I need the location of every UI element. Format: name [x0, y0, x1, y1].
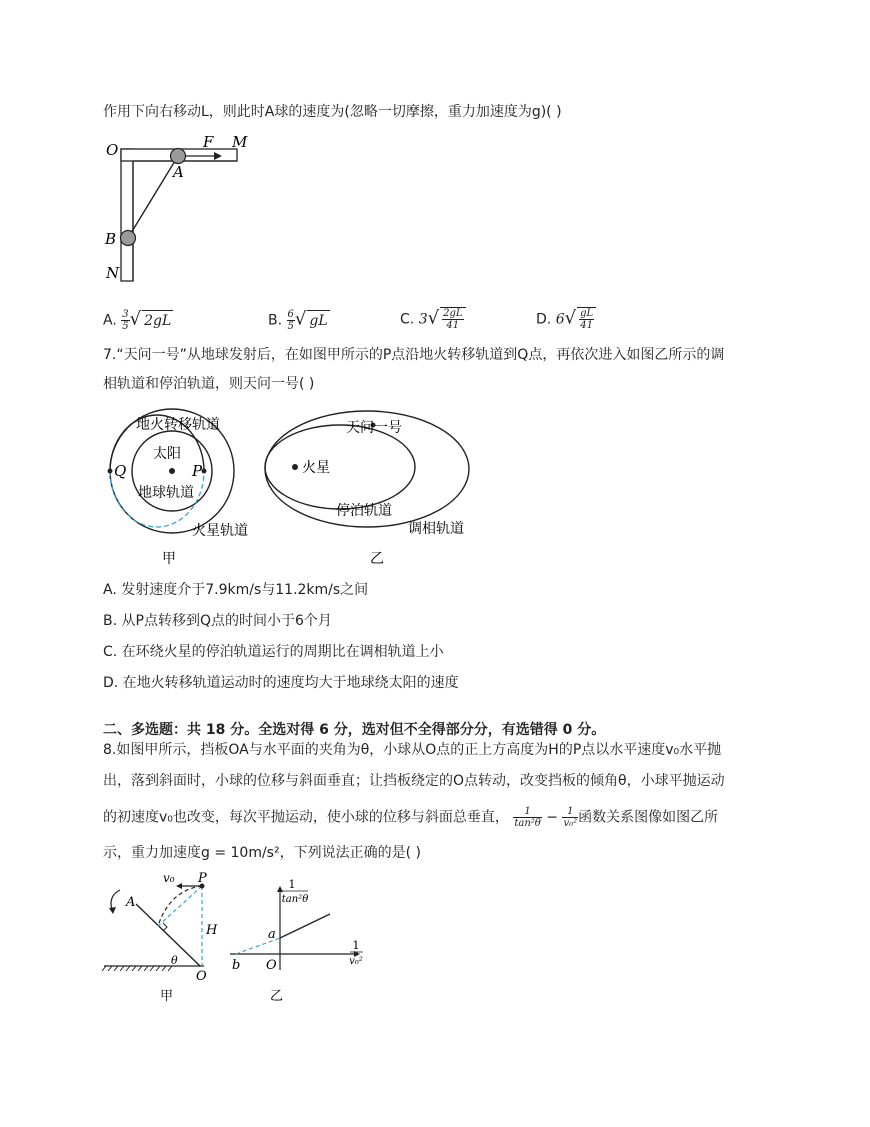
q7-stem-line2: 相轨道和停泊轨道，则天问一号( ) [103, 376, 315, 392]
label-phasing-orbit: 调相轨道 [408, 521, 464, 537]
radical-icon: √ [427, 307, 440, 329]
q7-figure-yi [262, 405, 477, 570]
y-label-num: 1 [288, 878, 296, 891]
label-v0: v₀ [163, 871, 175, 885]
q6-option-d[interactable]: D. 6√ $\frac{gL}{41}$ [536, 307, 596, 331]
point-q [108, 469, 113, 474]
q8-line3: 的初速度v₀也改变，每次平抛运动，使小球的位移与斜面总垂直， $\frac{1}{\text{tan²θ}}$ − $\frac{1}{\text{v₀²}}$ 函数关系图像如图乙所 [103, 806, 719, 829]
x-label-num: 1 [352, 939, 360, 952]
q6-option-b[interactable]: B. $\frac{6}{5}$ √ gL [268, 308, 328, 332]
label-f: F [203, 133, 214, 151]
label-mars: 火星 [302, 460, 330, 476]
caption-yi: 乙 [370, 551, 384, 567]
label-o: O [106, 141, 119, 159]
label-mars-orbit: 火星轨道 [192, 523, 248, 539]
frac-tan: $\frac{1}{\text{tan²θ}}$ [514, 806, 541, 829]
frac-v0: $\frac{1}{\text{v₀²}}$ [563, 806, 578, 829]
label-a: a [268, 927, 276, 942]
parking-orbit-ellipse [265, 425, 415, 509]
sun-dot [169, 468, 175, 474]
label-h: H [206, 923, 218, 938]
label-m: M [232, 133, 248, 151]
rod-ab [128, 156, 178, 238]
q6-stem-tail: 作用下向右移动L，则此时A球的速度为(忽略一切摩擦，重力加速度为g)( ) [103, 104, 562, 120]
y-label-den: tan²θ [281, 894, 309, 905]
label-p: P [198, 871, 207, 886]
label-q: Q [114, 462, 127, 480]
mars-dot [292, 464, 298, 470]
q8-line2: 出，落到斜面时，小球的位移与斜面垂直；让挡板绕定的O点转动，改变挡板的倾角θ，小球平抛运动 [103, 773, 725, 789]
label-parking-orbit: 停泊轨道 [336, 503, 392, 519]
q7-option-a[interactable]: A. 发射速度介于7.9km/s与11.2km/s之间 [103, 582, 369, 598]
x-label-den: v₀² [349, 956, 363, 967]
caption-jia: 甲 [162, 551, 176, 567]
q7-option-b[interactable]: B. 从P点转移到Q点的时间小于6个月 [103, 613, 332, 629]
label-transfer-orbit: 地火转移轨道 [136, 417, 220, 433]
q7-option-c[interactable]: C. 在环绕火星的停泊轨道运行的周期比在调相轨道上小 [103, 644, 444, 660]
board-oa [136, 904, 200, 966]
section-heading: 二、多选题：共 18 分。全选对得 6 分，选对但不全得部分分，有选错得 0 分。 [103, 722, 606, 738]
displacement-line [158, 886, 202, 926]
label-b: B [105, 230, 117, 248]
q8-figure-yi [226, 870, 376, 1008]
graph-line [280, 914, 330, 938]
vertical-rail [121, 149, 133, 281]
radical-icon: √ [294, 308, 307, 330]
velocity-arrow-icon [176, 883, 182, 889]
radical-icon: √ [129, 308, 142, 330]
q8-figure-jia [100, 868, 225, 1008]
q7-figure-jia [100, 405, 260, 570]
caption-jia: 甲 [160, 989, 174, 1004]
radical-icon: √ [564, 307, 577, 329]
label-earth-orbit: 地球轨道 [138, 485, 194, 501]
q8-line4: 示，重力加速度g = 10m/s²，下列说法正确的是( ) [103, 845, 421, 861]
q7-option-d[interactable]: D. 在地火转移轨道运动时的速度均大于地球绕太阳的速度 [103, 675, 459, 691]
ball-a [171, 149, 186, 164]
label-probe: 天问一号 [346, 420, 402, 436]
label-theta: θ [171, 954, 178, 967]
q6-option-c[interactable]: C. 3√ $\frac{2gL}{41}$ [400, 307, 466, 331]
label-p: P [192, 462, 203, 480]
q7-stem-line1: 7.“天问一号”从地球发射后，在如图甲所示的P点沿地火转移轨道到Q点，再依次进入如图乙所示的调 [103, 347, 725, 363]
ball-b [121, 231, 136, 246]
rotation-arrow-icon [111, 890, 120, 910]
label-o: O [266, 958, 277, 973]
q6-option-a[interactable]: A. $\frac{3}{5}$ √ 2gL [103, 308, 172, 332]
q8-line1: 8.如图甲所示，挡板OA与水平面的夹角为θ，小球从O点的正上方高度为H的P点以水平速度v₀水平抛 [103, 742, 722, 758]
label-a: A [126, 895, 136, 910]
label-b: b [232, 958, 241, 973]
label-o: O [196, 969, 207, 984]
q6-figure [100, 130, 260, 288]
label-n: N [106, 264, 120, 282]
label-a: A [173, 163, 184, 181]
point-p [202, 469, 207, 474]
label-sun: 太阳 [153, 446, 181, 462]
caption-yi: 乙 [270, 989, 284, 1004]
